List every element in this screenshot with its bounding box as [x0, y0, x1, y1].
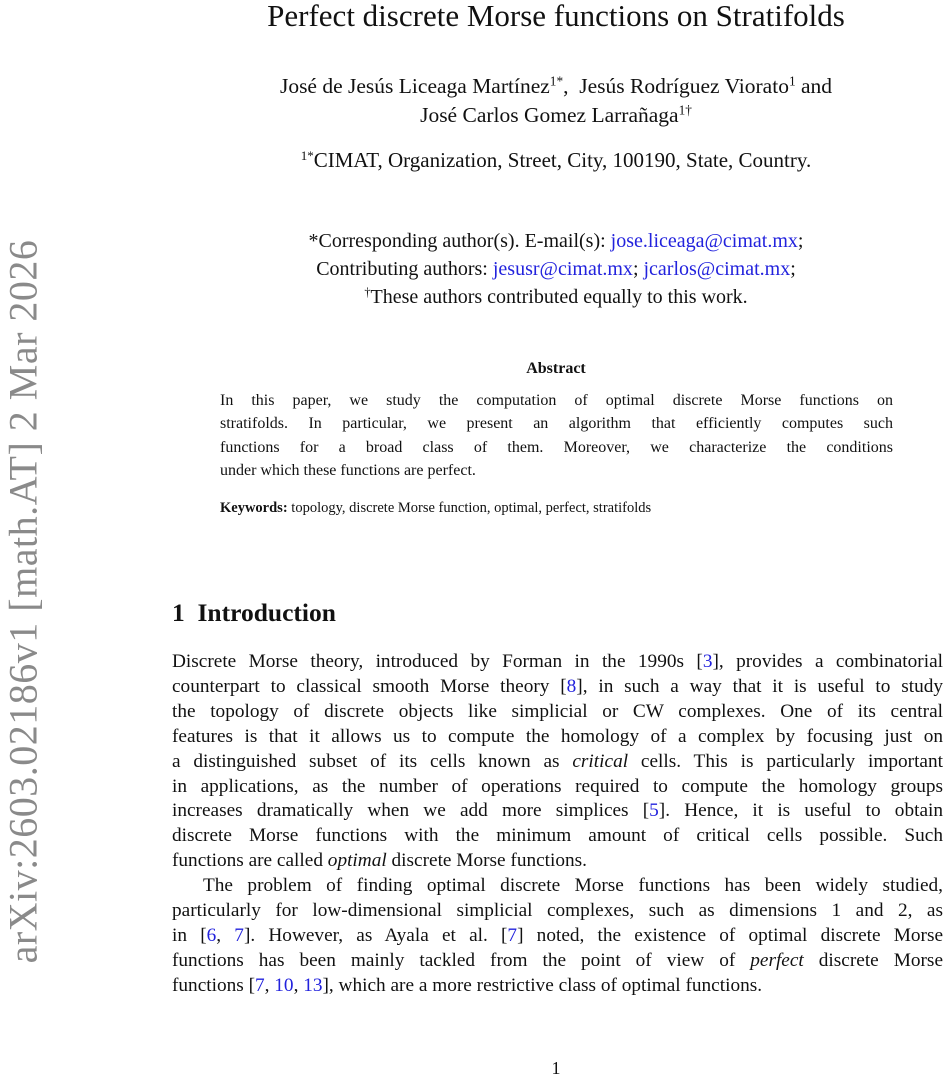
email-link[interactable]: jose.liceaga@cimat.mx: [610, 230, 798, 252]
keywords-label: Keywords:: [220, 500, 288, 516]
email-link[interactable]: jesusr@cimat.mx: [492, 258, 633, 280]
affiliation-mark: 1*: [300, 147, 314, 163]
text-line: [172, 849, 943, 874]
section-title: Introduction: [197, 598, 336, 627]
text-run: ,: [264, 974, 275, 996]
text-run: discrete Morse: [803, 949, 943, 971]
text-run: ], in such a way that it is useful to study: [576, 675, 943, 697]
text-run: ,: [293, 974, 304, 996]
author-and: and: [801, 74, 833, 98]
citation-link[interactable]: 7: [507, 924, 518, 946]
text-run: ]. However, as Ayala et al. [: [243, 924, 508, 946]
equal-contribution-line: [130, 283, 943, 311]
text-run: Discrete Morse theory, introduced by Forman in the 1990s [: [172, 651, 703, 672]
abstract-heading: Abstract: [526, 360, 586, 377]
text-run: increases dramatically when we add more simplices [: [172, 800, 650, 822]
text-run: in [: [172, 924, 207, 946]
text-run: functions has been mainly tackled from the point of view of: [172, 949, 751, 971]
text-line: [172, 974, 943, 999]
text-run: the topology of discrete objects like simplicial or CW complexes. One of its central: [172, 700, 943, 722]
text-line: [172, 824, 943, 849]
text-run: a distinguished subset of its cells known as: [172, 750, 573, 772]
abstract-line: In this paper, we study the computation of optimal discrete Morse functions on: [220, 392, 893, 409]
corresponding-line: *Corresponding author(s). E-mail(s): jose.liceaga@cimat.mx;: [308, 230, 804, 252]
emphasis: optimal: [327, 850, 387, 872]
text-line: [172, 700, 943, 725]
text-line: [172, 899, 943, 924]
citation-link[interactable]: 10: [274, 974, 294, 996]
page-number: 1: [551, 1058, 561, 1078]
text-run: features is that it allows us to compute the homology of a complex by focusing just on: [172, 725, 943, 747]
author-name: José de Jesús Liceaga Martínez: [279, 74, 550, 98]
text-line: [172, 675, 943, 700]
citation-link[interactable]: 6: [206, 924, 217, 946]
abstract-line: functions for a broad class of them. Moreover, we characterize the conditions: [220, 438, 893, 456]
email-link[interactable]: jcarlos@cimat.mx: [643, 258, 791, 280]
citation-link[interactable]: 7: [255, 974, 265, 996]
affiliation: [130, 148, 943, 173]
corresponding-label: *Corresponding author(s). E-mail(s):: [308, 230, 611, 252]
text-run: ]. Hence, it is useful to obtain: [658, 800, 943, 822]
text-run: discrete Morse functions with the minimum amount of critical cells possible. Such: [172, 825, 943, 847]
text-run: cells. This is particularly important: [628, 750, 943, 772]
text-line: [172, 799, 943, 824]
author-name: José Carlos Gomez Larrañaga: [420, 103, 679, 127]
paragraph: [172, 650, 943, 874]
text-run: counterpart to classical smooth Morse theory [: [172, 675, 567, 697]
text-run: ], which are a more restrictive class of optimal functions.: [322, 974, 763, 996]
contributing-line: Contributing authors: jesusr@cimat.mx; jcarlos@cimat.mx;: [316, 258, 796, 280]
citation-link[interactable]: 3: [702, 651, 713, 672]
text-run: The problem of finding optimal discrete Morse functions has been widely studied,: [203, 875, 943, 897]
emphasis: perfect: [750, 949, 804, 971]
author-affil-mark: 1†: [678, 102, 692, 118]
text-line: [172, 775, 943, 800]
text-line: [172, 650, 943, 675]
introduction-body: [172, 650, 943, 999]
author-line-1: José de Jesús Liceaga Martínez$^{1*}$, Jesús Rodríguez Viorato$^1$ and: [279, 73, 833, 98]
author-affil-mark: 1: [788, 73, 796, 89]
text-run: functions [: [172, 974, 255, 996]
abstract-line: stratifolds. In particular, we present an algorithm that efficiently computes such: [220, 415, 893, 433]
text-run: ], provides a combinatorial: [712, 651, 943, 672]
citation-link[interactable]: 7: [234, 924, 244, 946]
text-run: ] noted, the existence of optimal discrete Morse: [517, 924, 943, 946]
text-line: [172, 924, 943, 949]
section-number: 1: [172, 598, 185, 627]
author-line-2: [130, 103, 943, 128]
text-line: [172, 874, 943, 899]
paper-title: Perfect discrete Morse functions on Stratifolds: [267, 0, 845, 33]
text-run: functions are called: [172, 850, 328, 872]
correspondence-block: [130, 227, 943, 311]
citation-link[interactable]: 8: [566, 675, 577, 697]
text-line: [172, 725, 943, 750]
text-run: ,: [216, 924, 235, 946]
text-run: discrete Morse functions.: [386, 850, 587, 872]
keywords-list: topology, discrete Morse function, optimal, perfect, stratifolds: [287, 500, 652, 516]
text-line: [172, 949, 943, 974]
arxiv-stamp: arXiv:2603.02186v1 [math.AT] 2 Mar 2026: [0, 239, 46, 964]
text-line: [172, 750, 943, 775]
dagger-mark: †: [364, 285, 371, 300]
paragraph: [172, 874, 943, 999]
author-affil-mark: 1*: [549, 73, 564, 89]
equal-contribution-text: These authors contributed equally to this work.: [370, 286, 748, 308]
citation-link[interactable]: 13: [303, 974, 323, 996]
text-run: particularly for low-dimensional simplicial complexes, such as dimensions 1 and 2, as: [172, 900, 943, 922]
text-run: in applications, as the number of operations required to compute the homology groups: [172, 775, 943, 797]
keywords: [220, 500, 651, 517]
section-heading: [172, 598, 336, 628]
emphasis: critical: [572, 750, 629, 772]
abstract-line: under which these functions are perfect.: [220, 461, 476, 479]
author-name: Jesús Rodríguez Viorato: [579, 74, 789, 98]
citation-link[interactable]: 5: [649, 800, 659, 822]
contributing-label: Contributing authors:: [316, 258, 493, 280]
abstract-body: [220, 389, 893, 482]
affiliation-text: CIMAT, Organization, Street, City, 100190, State, Country.: [313, 148, 812, 172]
